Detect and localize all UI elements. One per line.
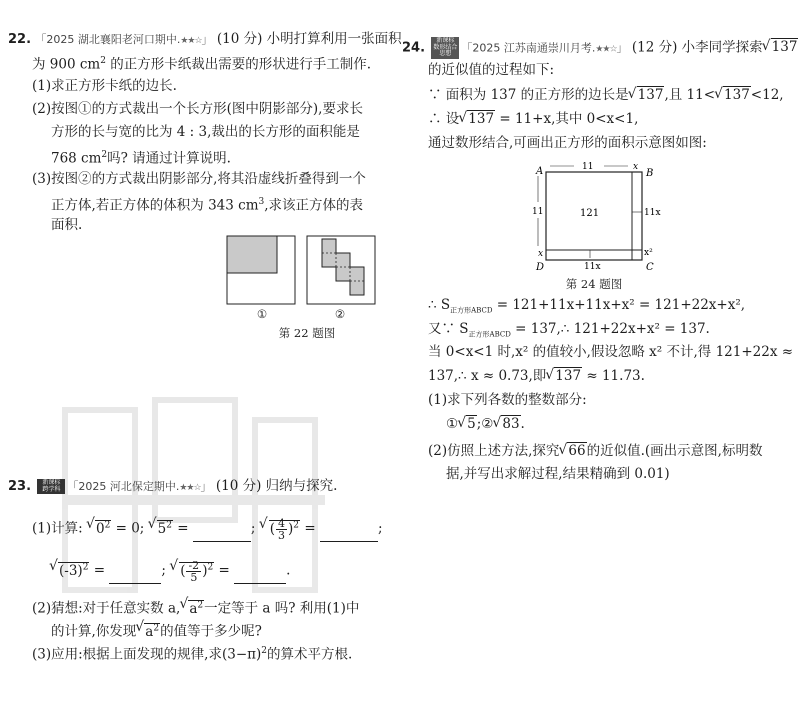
q22-part1: (1)求正方形卡纸的边长. (32, 78, 177, 94)
q24-question2-line1: (2)仿照上述方法,探究√ 66的近似值.(画出示意图,标明数 (428, 442, 762, 460)
vertex-d: D (536, 262, 545, 273)
q24-question2-line2: 据,并写出求解过程,结果精确到 0.01) (446, 466, 670, 482)
q22-part2-line3: 768 $cm^2$吗? 请通过计算说明. (51, 150, 231, 167)
shaded-rectangle (227, 236, 277, 273)
q22-stem-line2: 为 900 $cm^2$ 的正方形卡纸裁出需要的形状进行手工制作. (32, 56, 372, 73)
q23-difficulty-stars: ★★☆ (179, 483, 201, 493)
label-121: 121 (580, 208, 600, 219)
label-x-left: x (538, 249, 544, 259)
label-11x-right: 11x (644, 208, 661, 218)
q24-line5: 又∵ $S_{正方形ABCD}$ = 137,∴ 121+22x+x² = 137. (428, 321, 710, 339)
q22-part3-line2: 正方体,若正方体的体积为 343 $cm^3$,求该正方体的表 (51, 197, 364, 214)
label-11x-bottom: 11x (584, 262, 601, 272)
q23-part1-line1: (1)计算: √ $0^2 = 0$; √ $5^2$ = ; √ ( $\frac{4}{3}$ )$^2$ = ; (32, 512, 383, 542)
vertex-b: B (646, 168, 654, 179)
vertex-c: C (646, 262, 654, 273)
q22-part3-line3: 面积. (51, 217, 83, 233)
q23-header: 23. 新课标 跨学科 「2025 河北保定期中.★★☆」 (10 分) 归纳与探究. (8, 478, 338, 494)
q24-source: 「2025 江苏南通崇川月考. (461, 41, 596, 55)
q22-difficulty-stars: ★★☆ (180, 36, 202, 46)
q23-part2-line1: (2)猜想:对于任意实数 a,√ $a^2$一定等于 a 吗? 利用(1)中 (32, 596, 359, 618)
q22-figure-2-label: ② (334, 307, 346, 321)
q24-question1-items: ①√ 5;②√ 83. (446, 415, 525, 433)
q24-number: 24. (402, 40, 426, 56)
label-x-top: x (633, 162, 639, 172)
q22-stem: 小明打算利用一张面积 (266, 31, 402, 47)
q24-stem-line2: 的近似值的过程如下: (428, 62, 555, 78)
answer-blank[interactable] (320, 527, 378, 542)
q22-source: 「2025 湖北襄阳老河口期中. (35, 33, 181, 46)
q24-line2: ∴ 设√ 137 = 11+x,其中 0<x<1, (428, 110, 638, 128)
q22-part2-line2: 方形的长与宽的比为 4 : 3,裁出的长方形的面积能是 (51, 124, 360, 140)
q23-source: 「2025 河北保定期中. (67, 480, 180, 493)
q23-part1-line2: √ $(-3)^2$ = ; √ ( $\frac{-2}{5}$ )$^2$ = . (50, 554, 290, 584)
q24-line1: ∵ 面积为 137 的正方形的边长是√ 137,且 11<√ 137<12, (428, 86, 784, 104)
q24-figure (530, 160, 662, 272)
q23-title: 归纳与探究. (265, 478, 338, 494)
label-11-left: 11 (532, 207, 544, 217)
q24-line7: 137,∴ x ≈ 0.73,即√ 137 ≈ 11.73. (428, 367, 645, 385)
q23-part3: (3)应用:根据上面发现的规律,求$(3-\pi)^2$的算术平方根. (32, 646, 353, 663)
q24-question1: (1)求下列各数的整数部分: (428, 392, 587, 408)
label-11-top: 11 (582, 162, 594, 172)
q22-caption: 第 22 题图 (278, 326, 336, 340)
q24-line4: ∴ $S_{正方形ABCD} = 121+11x+11x+x^2 = 121+22x+x^2$, (428, 297, 746, 315)
q24-line6: 当 0<x<1 时,x² 的值较小,假设忽略 x² 不计,得 121+22x ≈ (428, 344, 794, 360)
q22-points: (10 分) (216, 31, 263, 47)
q22-part2-line1: (2)按图①的方式裁出一个长方形(图中阴影部分),要求长 (32, 101, 363, 117)
q24-points: (12 分) (631, 39, 678, 56)
q24-difficulty-stars: ★★☆ (595, 44, 617, 55)
q23-badge: 新课标 跨学科 (37, 479, 65, 494)
q23-points: (10 分) (215, 478, 262, 494)
answer-blank[interactable] (109, 569, 161, 584)
q24-badge: 新课标 数形结合思想 (433, 37, 458, 57)
q22-figure-1-label: ① (256, 307, 268, 321)
q24-header: 24. 新课标 数形结合思想 「2025 江苏南通崇川月考.★★☆」 (12 分) 小李同学探索√ 137 (402, 37, 798, 59)
q23-part2-line2: 的计算,你发现√ $a^2$的值等于多少呢? (51, 619, 262, 641)
answer-blank[interactable] (193, 527, 251, 542)
q24-caption: 第 24 题图 (565, 277, 623, 291)
q24-line3: 通过数形结合,可画出正方形的面积示意图如图: (428, 135, 707, 151)
q22-figure-2 (306, 235, 376, 305)
q22-part3-line1: (3)按图②的方式裁出阴影部分,将其沿虚线折叠得到一个 (32, 171, 366, 187)
q22-figure-1 (226, 235, 296, 305)
q23-number: 23. (8, 479, 32, 494)
q22-header: 22. 「2025 湖北襄阳老河口期中.★★☆」 (10 分) 小明打算利用一张面积 (8, 31, 402, 47)
answer-blank[interactable] (234, 569, 286, 584)
q22-number: 22. (8, 32, 32, 47)
vertex-a: A (536, 166, 544, 177)
label-x2: x² (644, 248, 653, 258)
